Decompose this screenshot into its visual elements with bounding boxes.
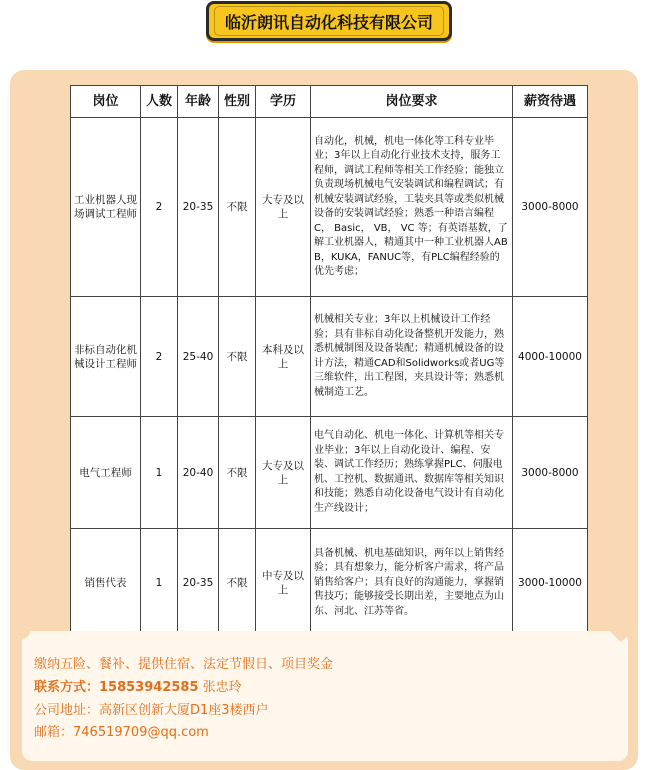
email-text: 邮箱：746519709@qq.com bbox=[34, 725, 209, 740]
cell-gender: 不限 bbox=[219, 118, 256, 297]
contact-line bbox=[34, 676, 242, 695]
cell-position: 工业机器人现场调试工程师 bbox=[71, 118, 141, 297]
company-title-banner bbox=[206, 1, 452, 41]
col-header-salary: 薪资待遇 bbox=[513, 86, 588, 118]
cell-requirements: 电气自动化、机电一体化、计算机等相关专业毕业；3年以上自动化设计、编程、安装、调试工作经历；熟练掌握PLC、伺服电机、工控机、数据通讯、数据库等相关知识和技能；熟悉自动化设备电气设计有自动化生产线设计； bbox=[311, 417, 513, 529]
cell-salary: 3000-10000 bbox=[513, 529, 588, 638]
cell-count: 1 bbox=[141, 417, 178, 529]
cell-age: 20-35 bbox=[178, 118, 219, 297]
cell-position: 销售代表 bbox=[71, 529, 141, 638]
cell-count: 1 bbox=[141, 529, 178, 638]
col-header-requirements: 岗位要求 bbox=[311, 86, 513, 118]
col-header-position: 岗位 bbox=[71, 86, 141, 118]
cell-salary: 3000-8000 bbox=[513, 417, 588, 529]
cell-requirements: 自动化，机械，机电一体化等工科专业毕业；3年以上自动化行业技术支持，服务工程师，调试工程师等相关工作经验；能独立负责现场机械电气安装调试和编程调试；有机械安装调试经验，工装夹具等或类似机械设备的安装调试经验；熟悉一种语言编程C， Basic， VB， VC 等；有英语基数，了解工业机器人，精通其中一种工业机器人ABB，KUKA，FANUC等，有PLC编程经验的优先考虑； bbox=[311, 118, 513, 297]
benefits-text: 缴纳五险、餐补、提供住宿、法定节假日、项目奖金 bbox=[34, 657, 334, 672]
cell-salary: 4000-10000 bbox=[513, 297, 588, 417]
table-row bbox=[71, 529, 588, 638]
cell-position: 电气工程师 bbox=[71, 417, 141, 529]
cell-requirements: 具备机械、机电基础知识，两年以上销售经验；具有想象力，能分析客户需求，将产品销售给客户；具有良好的沟通能力，掌握销售技巧；能够接受长期出差，主要地点为山东、河北、江苏等省。 bbox=[311, 529, 513, 638]
cell-gender: 不限 bbox=[219, 417, 256, 529]
cell-count: 2 bbox=[141, 118, 178, 297]
cell-age: 20-35 bbox=[178, 529, 219, 638]
cell-gender: 不限 bbox=[219, 297, 256, 417]
table-row bbox=[71, 118, 588, 297]
corner-decoration bbox=[14, 623, 30, 639]
cell-education: 本科及以上 bbox=[256, 297, 311, 417]
col-header-gender: 性别 bbox=[219, 86, 256, 118]
contact-phone: 联系方式：15853942585 bbox=[34, 680, 199, 695]
col-header-age: 年龄 bbox=[178, 86, 219, 118]
table-row bbox=[71, 417, 588, 529]
company-title: 临沂朗讯自动化科技有限公司 bbox=[214, 6, 444, 36]
contact-name: 张忠玲 bbox=[202, 680, 242, 695]
job-table bbox=[70, 85, 588, 638]
contact-info-box bbox=[22, 631, 628, 761]
cell-education: 大专及以上 bbox=[256, 118, 311, 297]
table-header-row bbox=[71, 86, 588, 118]
cell-age: 25-40 bbox=[178, 297, 219, 417]
cell-age: 20-40 bbox=[178, 417, 219, 529]
cell-education: 中专及以上 bbox=[256, 529, 311, 638]
cell-gender: 不限 bbox=[219, 529, 256, 638]
cell-requirements: 机械相关专业；3年以上机械设计工作经验；具有非标自动化设备整机开发能力，熟悉机械制图及设备装配；精通机械设备的设计方法，精通CAD和Solidworks或者UG等三维软件，出工程图，夹具设计等；熟悉机械制造工艺。 bbox=[311, 297, 513, 417]
table-row bbox=[71, 297, 588, 417]
cell-count: 2 bbox=[141, 297, 178, 417]
cell-education: 大专及以上 bbox=[256, 417, 311, 529]
address-text: 公司地址：高新区创新大厦D1座3楼西户 bbox=[34, 703, 269, 718]
col-header-count: 人数 bbox=[141, 86, 178, 118]
col-header-education: 学历 bbox=[256, 86, 311, 118]
cell-salary: 3000-8000 bbox=[513, 118, 588, 297]
cell-position: 非标自动化机械设计工程师 bbox=[71, 297, 141, 417]
